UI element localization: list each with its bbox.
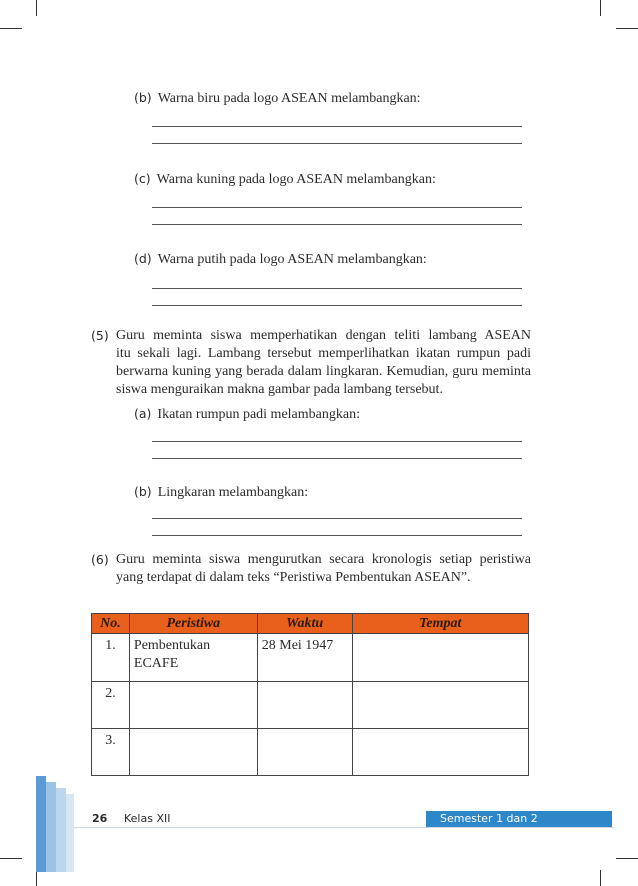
answer-line[interactable] [152, 224, 522, 225]
cell-no: 1. [92, 634, 130, 682]
cell-no: 2. [92, 682, 130, 729]
question-text: Ikatan rumpun padi melambangkan: [157, 407, 360, 422]
crop-mark-top-left-v [36, 0, 37, 16]
item-number: (6) [91, 552, 109, 567]
table-row [92, 634, 529, 682]
cell-peristiwa[interactable] [129, 729, 257, 776]
table-row [92, 729, 529, 776]
crop-mark-bottom-left-v [36, 870, 37, 886]
item-6-paragraph [91, 551, 531, 587]
paragraph-line: yang terdapat di dalam teks “Peristiwa Pembentukan ASEAN”. [116, 570, 471, 585]
question-text: Warna putih pada logo ASEAN melambangkan: [157, 252, 427, 267]
answer-line[interactable] [152, 458, 522, 459]
answer-line[interactable] [152, 143, 522, 144]
question-label: (b) [134, 484, 152, 499]
cell-peristiwa-line1: Pembentukan [133, 638, 211, 653]
cell-waktu[interactable] [257, 729, 352, 776]
table-row [92, 682, 529, 729]
header-waktu: Waktu [257, 614, 352, 634]
crop-mark-bottom-right-h [616, 858, 638, 859]
decor-stripe [36, 776, 46, 872]
answer-line[interactable] [152, 207, 522, 208]
cell-no: 3. [92, 729, 130, 776]
cell-peristiwa-line2: ECAFE [133, 656, 179, 671]
question-5b [134, 483, 308, 502]
item-5-paragraph [91, 327, 531, 399]
cell-tempat[interactable] [352, 729, 528, 776]
answer-line[interactable] [152, 535, 522, 536]
paragraph-line: Guru meminta siswa memperhatikan dengan teliti lambang ASEAN [116, 328, 531, 343]
question-label: (b) [134, 90, 152, 105]
question-d-white [134, 250, 427, 269]
crop-mark-top-right-h [616, 28, 638, 29]
crop-mark-top-right-v [600, 0, 601, 16]
paragraph-line: Guru meminta siswa mengurutkan secara kronologis setiap peristiwa [116, 552, 531, 567]
question-text: Warna kuning pada logo ASEAN melambangkan: [156, 172, 436, 187]
answer-line[interactable] [152, 518, 522, 519]
paragraph-line: itu sekali lagi. Lambang tersebut memperlihatkan ikatan rumpun padi [116, 346, 531, 361]
answer-line[interactable] [152, 126, 522, 127]
table-header-row [92, 614, 529, 634]
cell-waktu[interactable]: 28 Mei 1947 [257, 634, 352, 682]
header-no: No. [92, 614, 130, 634]
crop-mark-bottom-left-h [0, 858, 22, 859]
decor-stripe [66, 794, 74, 872]
header-tempat: Tempat [352, 614, 528, 634]
question-c-yellow [134, 170, 436, 189]
question-b-blue [134, 89, 421, 108]
cell-waktu[interactable] [257, 682, 352, 729]
chronology-table [91, 613, 529, 776]
answer-line[interactable] [152, 288, 522, 289]
question-5a [134, 405, 360, 424]
question-text: Warna biru pada logo ASEAN melambangkan: [157, 91, 421, 106]
paragraph-line: siswa menguraikan makna gambar pada lambang tersebut. [116, 382, 443, 397]
page-number: 26 [92, 812, 108, 825]
paragraph-line: berwarna kuning yang berada dalam lingkaran. Kemudian, guru meminta [116, 364, 531, 379]
header-peristiwa: Peristiwa [129, 614, 257, 634]
question-label: (d) [134, 251, 152, 266]
decor-stripe [46, 782, 56, 872]
answer-line[interactable] [152, 305, 522, 306]
question-label: (c) [134, 171, 151, 186]
decor-stripe [56, 788, 66, 872]
question-label: (a) [134, 406, 152, 421]
answer-line[interactable] [152, 441, 522, 442]
question-text: Lingkaran melambangkan: [157, 485, 309, 500]
semester-label: Semester 1 dan 2 [426, 811, 612, 827]
cell-peristiwa[interactable] [129, 682, 257, 729]
cell-tempat[interactable] [352, 634, 528, 682]
item-number: (5) [91, 328, 109, 343]
class-label: Kelas XII [124, 812, 171, 825]
crop-mark-top-left-h [0, 28, 22, 29]
cell-tempat[interactable] [352, 682, 528, 729]
cell-peristiwa[interactable] [129, 634, 257, 682]
crop-mark-bottom-right-v [600, 870, 601, 886]
